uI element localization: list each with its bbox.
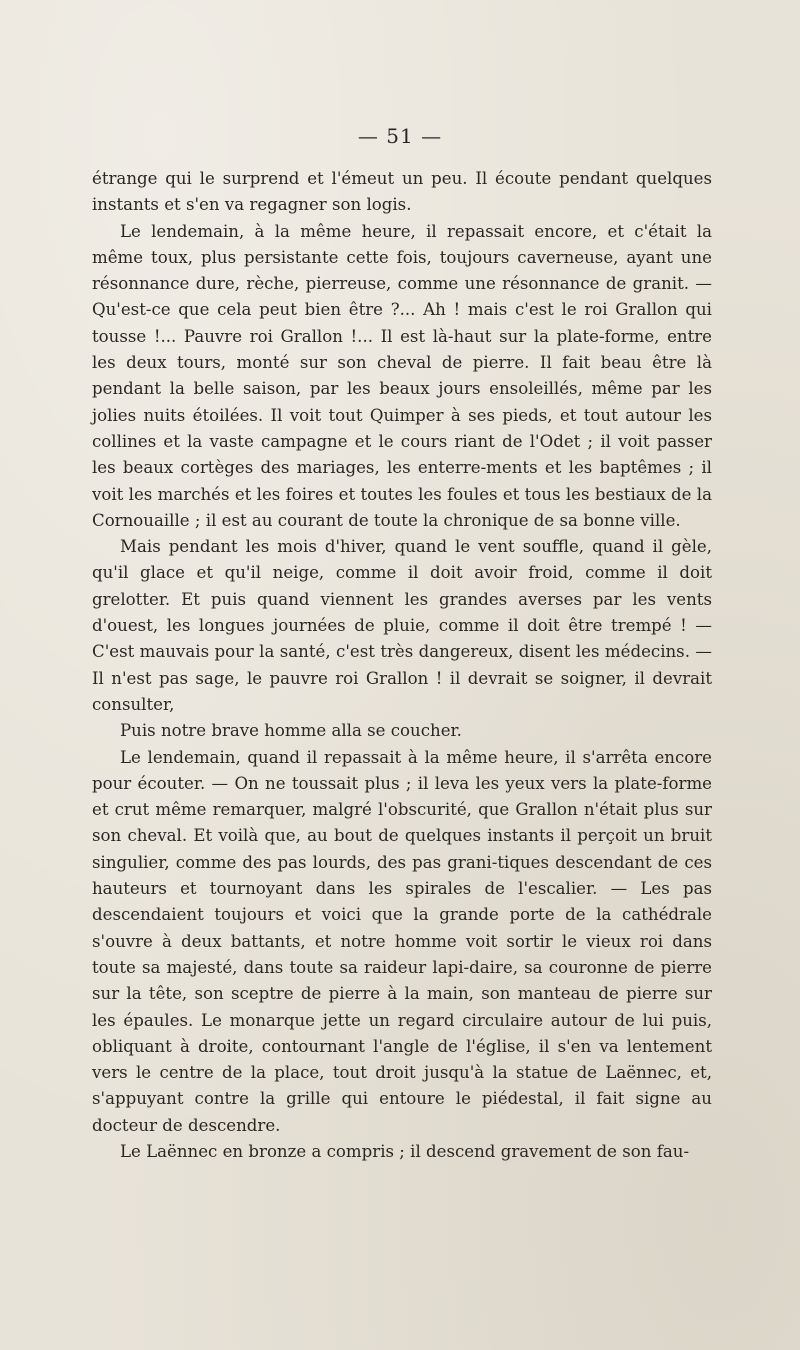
paragraph: Le lendemain, à la même heure, il repassait encore, et c'était la même toux, plus persistante cette fois, toujours caverneuse, ayant une résonnance dure, rèche, pierreuse, comme une résonnance de granit. — Qu'est-ce que cela peut bien être ?... Ah ! mais c'est le roi Grallon qui tousse !... Pauvre roi Grallon !... Il est là-haut sur la plate-forme, entre les deux tours, monté sur son cheval de pierre. Il fait beau être là pendant la belle saison, par les beaux jours ensoleillés, même par les jolies nuits étoilées. Il voit tout Quimper à ses pieds, et tout autour les collines et la vaste campagne et le cours riant de l'Odet ; il voit passer les beaux cortèges des mariages, les enterre-ments et les baptêmes ; il voit les marchés et les foires et toutes les foules et tous les bestiaux de la Cornouaille ; il est au courant de toute la chronique de sa bonne ville. [92, 221, 712, 530]
page-number: — 51 — [357, 124, 443, 148]
paragraph: Le Laënnec en bronze a compris ; il descend gravement de son fau- [120, 1141, 690, 1161]
paragraph: étrange qui le surprend et l'émeut un peu. Il écoute pendant quelques instants et s'en va regagner son logis. [92, 169, 712, 215]
paragraph: Mais pendant les mois d'hiver, quand le vent souffle, quand il gèle, qu'il glace et qu'il neige, comme il doit avoir froid, comme il doit grelotter. Et puis quand viennent les grandes averses par les vents d'ouest, les longues journées de pluie, comme il doit être trempé ! — C'est mauvais pour la santé, c'est très dangereux, disent les médecins. — Il n'est pas sage, le pauvre roi Grallon ! il devrait se soigner, il devrait consulter, [92, 537, 712, 714]
paragraph: Puis notre brave homme alla se coucher. [120, 721, 462, 741]
paragraph: Le lendemain, quand il repassait à la même heure, il s'arrêta encore pour écouter. — On ne toussait plus ; il leva les yeux vers la plate-forme et crut même remarquer, malgré l'obscurité, que Grallon n'était plus sur son cheval. Et voilà que, au bout de quelques instants il perçoit un bruit singulier, comme des pas lourds, des pas grani-tiques descendant de ces hauteurs et tournoyant dans les spirales de l'escalier. — Les pas descendaient toujours et voici que la grande porte de la cathédrale s'ouvre à deux battants, et notre homme voit sortir le vieux roi dans toute sa majesté, dans toute sa raideur lapi-daire, sa couronne de pierre sur la tête, son sceptre de pierre à la main, son manteau de pierre sur les épaules. Le monarque jette un regard circulaire autour de lui puis, obliquant à droite, contournant l'angle de l'église, il s'en va lentement vers le centre de la place, tout droit jusqu'à la statue de Laënnec, et, s'appuyant contre la grille qui entoure le piédestal, il fait signe au docteur de descendre. [92, 747, 712, 1135]
body-text [92, 166, 712, 1165]
